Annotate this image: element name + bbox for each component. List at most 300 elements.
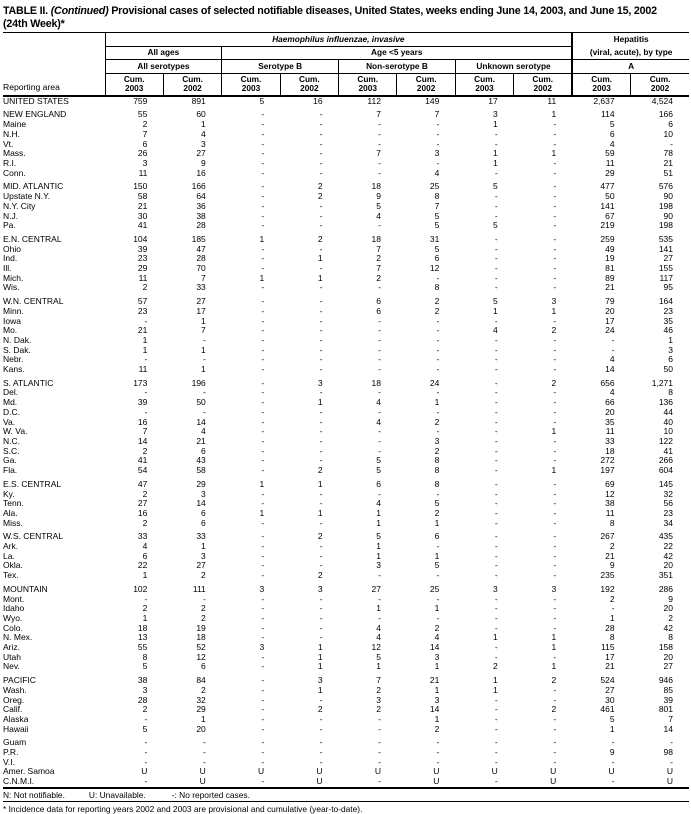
value-cell: - xyxy=(553,364,557,375)
value-cell: 31 xyxy=(429,233,440,244)
value-cell: 52 xyxy=(196,642,206,653)
reporting-area-cell: Wyo. xyxy=(3,612,23,623)
hepatitis-group-header: Hepatitis xyxy=(572,33,689,47)
value-cell: 5 xyxy=(493,181,498,192)
value-cell: - xyxy=(261,191,265,202)
value-cell: 5 xyxy=(434,560,440,571)
value-cell: 18 xyxy=(371,233,381,244)
value-cell: - xyxy=(494,507,498,518)
reporting-area-cell: Nebr. xyxy=(3,354,24,365)
cum-header-row xyxy=(3,73,689,95)
value-cell: - xyxy=(144,756,148,767)
value-cell: 4 xyxy=(376,416,381,427)
value-cell: - xyxy=(261,435,265,446)
reporting-area-cell: Kans. xyxy=(3,364,25,375)
value-cell: - xyxy=(553,191,557,202)
reporting-area-cell: Upstate N.Y. xyxy=(3,191,51,202)
value-cell: 18 xyxy=(371,181,381,192)
value-cell: - xyxy=(553,334,557,345)
value-cell: 27 xyxy=(371,583,381,594)
value-cell: - xyxy=(261,253,265,264)
value-cell: 32 xyxy=(196,694,206,705)
value-cell: - xyxy=(144,747,148,758)
value-cell: 5 xyxy=(376,531,381,542)
value-cell: 1 xyxy=(609,612,615,623)
table-row xyxy=(3,725,689,735)
value-cell: - xyxy=(144,406,148,417)
value-cell: 38 xyxy=(137,675,148,686)
value-cell: 38 xyxy=(196,210,206,221)
value-cell: 2 xyxy=(668,612,674,623)
value-cell: 9 xyxy=(609,560,615,571)
value-cell: - xyxy=(319,426,323,437)
value-cell: 435 xyxy=(658,531,674,542)
table-row xyxy=(3,283,689,293)
reporting-area-cell: Utah xyxy=(3,651,21,662)
value-cell: 2 xyxy=(317,570,323,581)
value-cell: - xyxy=(202,593,206,604)
value-cell: 5 xyxy=(493,220,498,231)
value-cell: - xyxy=(494,406,498,417)
table-row xyxy=(3,212,689,222)
value-cell: 1 xyxy=(493,158,498,168)
value-cell: 21 xyxy=(605,282,615,293)
value-cell: - xyxy=(261,675,265,686)
value-cell: - xyxy=(553,253,557,264)
value-cell: - xyxy=(553,498,557,509)
value-cell: - xyxy=(494,387,498,398)
value-cell: 58 xyxy=(196,465,206,476)
serotype-b-header: Serotype B xyxy=(222,60,339,74)
value-cell: 20 xyxy=(663,560,674,571)
reporting-area-cell: E.N. CENTRAL xyxy=(3,233,62,244)
value-cell: 286 xyxy=(658,583,674,594)
value-cell: 1 xyxy=(201,315,206,326)
value-cell: 98 xyxy=(663,747,674,758)
value-cell: 27 xyxy=(196,560,206,571)
value-cell: - xyxy=(611,334,615,345)
reporting-area-cell: S. ATLANTIC xyxy=(3,377,54,388)
value-cell: 4 xyxy=(201,128,206,139)
value-cell: - xyxy=(319,747,323,758)
table-row xyxy=(3,365,689,375)
value-cell: - xyxy=(494,517,498,528)
value-cell: U xyxy=(550,776,557,787)
value-cell: 7 xyxy=(376,109,381,120)
table-row xyxy=(3,355,689,365)
value-cell: - xyxy=(261,377,265,388)
value-cell: - xyxy=(494,445,498,456)
value-cell: 6 xyxy=(434,253,440,264)
legend-not-notifiable: N: Not notifiable. xyxy=(3,789,65,800)
value-cell: 81 xyxy=(605,263,615,274)
value-cell: - xyxy=(553,622,557,633)
value-cell: 21 xyxy=(663,158,674,168)
value-cell: - xyxy=(553,684,557,695)
value-cell: 1 xyxy=(317,684,323,695)
reporting-area-cell: Oreg. xyxy=(3,694,25,705)
reporting-area-cell: Guam xyxy=(3,737,27,748)
reporting-area-cell: MOUNTAIN xyxy=(3,583,48,594)
cum-header-cell: Cum. 2003 xyxy=(339,73,397,95)
value-cell: - xyxy=(494,334,498,345)
value-cell: 49 xyxy=(605,243,615,254)
value-cell: 5 xyxy=(434,210,440,221)
reporting-area-cell: Calif. xyxy=(3,704,23,715)
value-cell: - xyxy=(319,445,323,456)
value-cell: 5 xyxy=(434,220,440,231)
value-cell: - xyxy=(436,364,440,375)
value-cell: 3 xyxy=(551,296,557,307)
table-row xyxy=(3,307,689,317)
value-cell: 51 xyxy=(663,167,674,178)
value-cell: 2 xyxy=(142,282,148,293)
value-cell: 3 xyxy=(434,694,440,705)
value-cell: 4 xyxy=(376,632,381,643)
value-cell: - xyxy=(494,263,498,274)
value-cell: 14 xyxy=(196,498,206,509)
reporting-area-cell: V.I. xyxy=(3,756,15,767)
value-cell: - xyxy=(494,315,498,326)
value-cell: 67 xyxy=(605,210,615,221)
value-cell: 8 xyxy=(434,282,440,293)
value-cell: 6 xyxy=(434,531,440,542)
value-cell: - xyxy=(378,325,381,336)
value-cell: 2 xyxy=(434,445,440,456)
value-cell: - xyxy=(436,272,440,283)
value-cell: - xyxy=(261,560,265,571)
value-cell: - xyxy=(436,593,440,604)
value-cell: U xyxy=(199,766,206,777)
value-cell: 17 xyxy=(488,95,498,106)
reporting-area-cell: Mont. xyxy=(3,593,25,604)
value-cell: - xyxy=(436,737,440,748)
reporting-area-cell: N. Dak. xyxy=(3,334,32,345)
value-cell: 30 xyxy=(137,210,148,221)
value-cell: - xyxy=(670,756,674,767)
value-cell: - xyxy=(494,756,498,767)
value-cell: - xyxy=(261,612,265,623)
value-cell: - xyxy=(611,737,615,748)
reporting-area-cell: Nev. xyxy=(3,661,20,672)
value-cell: 461 xyxy=(600,704,615,715)
value-cell: 1 xyxy=(259,272,265,283)
value-cell: - xyxy=(202,387,206,398)
value-cell: 1 xyxy=(493,305,498,316)
value-cell: - xyxy=(261,354,265,365)
value-cell: 17 xyxy=(605,651,615,662)
value-cell: 27 xyxy=(605,684,615,695)
value-cell: 34 xyxy=(663,517,674,528)
value-cell: - xyxy=(553,541,557,552)
value-cell: 166 xyxy=(658,109,674,120)
value-cell: 8 xyxy=(142,651,148,662)
value-cell: 89 xyxy=(605,272,615,283)
value-cell: - xyxy=(319,488,323,499)
value-cell: - xyxy=(319,200,323,211)
value-cell: - xyxy=(553,181,557,192)
value-cell: - xyxy=(319,387,323,398)
reporting-area-cell: Pa. xyxy=(3,220,16,231)
value-cell: U xyxy=(550,766,557,777)
value-cell: 535 xyxy=(658,233,674,244)
value-cell: 16 xyxy=(313,95,323,106)
value-cell: 16 xyxy=(137,416,148,427)
value-cell: 149 xyxy=(425,95,440,106)
age-under5-header: Age <5 years xyxy=(222,46,572,60)
table-row xyxy=(3,705,689,715)
value-cell: 11 xyxy=(605,426,615,437)
value-cell: 2 xyxy=(609,541,615,552)
value-cell: 1 xyxy=(142,570,148,581)
value-cell: 3 xyxy=(259,642,265,653)
value-cell: 5 xyxy=(142,661,148,672)
value-cell: 27 xyxy=(196,296,206,307)
value-cell: - xyxy=(261,713,265,724)
table-row xyxy=(3,633,689,643)
value-cell: - xyxy=(553,210,557,221)
value-cell: - xyxy=(261,334,265,345)
reporting-area-cell: Ill. xyxy=(3,263,12,274)
reporting-area-cell: D.C. xyxy=(3,406,20,417)
value-cell: 2 xyxy=(609,593,615,604)
title-line-2: (24th Week)* xyxy=(3,17,65,30)
value-cell: 3 xyxy=(259,583,265,594)
value-cell: 266 xyxy=(658,455,674,466)
value-cell: - xyxy=(378,426,381,437)
value-cell: - xyxy=(494,233,498,244)
value-cell: - xyxy=(553,517,557,528)
reporting-area-cell: Mass. xyxy=(3,148,26,159)
table-row xyxy=(3,293,689,307)
value-cell: - xyxy=(436,747,440,758)
value-cell: - xyxy=(319,167,323,178)
value-cell: 2 xyxy=(317,465,323,476)
value-cell: - xyxy=(494,747,498,758)
value-cell: - xyxy=(436,354,440,365)
value-cell: - xyxy=(319,220,323,231)
non-serotype-b-header: Non-serotype B xyxy=(339,60,456,74)
value-cell: 69 xyxy=(605,478,615,489)
value-cell: 1 xyxy=(493,684,498,695)
value-cell: 3 xyxy=(668,344,674,355)
value-cell: - xyxy=(261,756,265,767)
value-cell: 10 xyxy=(663,128,674,139)
value-cell: 21 xyxy=(137,325,148,336)
value-cell: 524 xyxy=(600,675,615,686)
value-cell: - xyxy=(378,315,381,326)
table-row xyxy=(3,456,689,466)
value-cell: - xyxy=(670,138,674,149)
value-cell: - xyxy=(319,435,323,446)
value-cell: 272 xyxy=(600,455,615,466)
value-cell: 16 xyxy=(137,507,148,518)
value-cell: 1 xyxy=(376,517,381,528)
value-cell: 1 xyxy=(142,334,148,345)
table-row xyxy=(3,326,689,336)
value-cell: - xyxy=(319,416,323,427)
value-cell: - xyxy=(553,560,557,571)
value-cell: - xyxy=(436,315,440,326)
value-cell: 6 xyxy=(142,138,148,149)
table-row xyxy=(3,604,689,614)
value-cell: - xyxy=(436,426,440,437)
value-cell: 2 xyxy=(317,531,323,542)
table-row xyxy=(3,221,689,231)
value-cell: - xyxy=(436,325,440,336)
value-cell: 29 xyxy=(137,263,148,274)
value-cell: 5 xyxy=(609,119,615,130)
table-row xyxy=(3,734,689,748)
value-cell: 12 xyxy=(371,642,381,653)
table-title xyxy=(3,5,689,30)
value-cell: 11 xyxy=(605,507,615,518)
reporting-area-cell: Ga. xyxy=(3,455,17,466)
value-cell: 1 xyxy=(551,642,557,653)
value-cell: - xyxy=(553,507,557,518)
value-cell: - xyxy=(261,305,265,316)
table-row xyxy=(3,169,689,179)
value-cell: - xyxy=(261,325,265,336)
value-cell: - xyxy=(378,756,381,767)
value-cell: U xyxy=(316,766,323,777)
value-cell: - xyxy=(261,776,265,787)
table-row xyxy=(3,437,689,447)
value-cell: - xyxy=(319,243,323,254)
value-cell: - xyxy=(553,200,557,211)
value-cell: - xyxy=(494,651,498,662)
value-cell: 1 xyxy=(201,364,206,375)
value-cell: 22 xyxy=(663,541,674,552)
all-ages-header: All ages xyxy=(105,46,222,60)
value-cell: - xyxy=(553,344,557,355)
value-cell: - xyxy=(319,632,323,643)
value-cell: 78 xyxy=(663,148,674,159)
value-cell: 5 xyxy=(609,713,615,724)
value-cell: - xyxy=(494,478,498,489)
value-cell: U xyxy=(666,776,674,787)
value-cell: - xyxy=(202,406,206,417)
value-cell: - xyxy=(261,416,265,427)
value-cell: 1 xyxy=(434,661,440,672)
value-cell: - xyxy=(261,128,265,139)
value-cell: - xyxy=(261,632,265,643)
value-cell: - xyxy=(436,570,440,581)
value-cell: 3 xyxy=(493,109,498,120)
value-cell: 11 xyxy=(138,167,148,178)
table-row xyxy=(3,202,689,212)
value-cell: 891 xyxy=(191,95,206,106)
value-cell: 70 xyxy=(196,263,206,274)
value-cell: - xyxy=(494,498,498,509)
value-cell: - xyxy=(261,651,265,662)
value-cell: - xyxy=(144,776,148,787)
value-cell: - xyxy=(319,109,323,120)
table-row xyxy=(3,427,689,437)
value-cell: - xyxy=(378,737,381,748)
table-row xyxy=(3,130,689,140)
value-cell: 4 xyxy=(201,426,206,437)
value-cell: - xyxy=(261,296,265,307)
value-cell: - xyxy=(611,344,615,355)
value-cell: 2 xyxy=(142,704,148,715)
value-cell: 41 xyxy=(663,445,674,456)
value-cell: 576 xyxy=(658,181,674,192)
reporting-area-cell: Ohio xyxy=(3,243,21,254)
value-cell: 192 xyxy=(600,583,615,594)
value-cell: 1 xyxy=(668,334,674,345)
value-cell: 1 xyxy=(609,723,615,734)
table-row xyxy=(3,542,689,552)
value-cell: - xyxy=(436,334,440,345)
reporting-area-cell: Ind. xyxy=(3,253,18,264)
value-cell: 3 xyxy=(201,550,206,561)
value-cell: 21 xyxy=(605,661,615,672)
cum-header-cell: Cum. 2002 xyxy=(397,73,455,95)
value-cell: 21 xyxy=(605,550,615,561)
value-cell: - xyxy=(319,723,323,734)
table-row xyxy=(3,624,689,634)
value-cell: - xyxy=(378,387,381,398)
value-cell: 28 xyxy=(137,694,148,705)
value-cell: 42 xyxy=(663,622,674,633)
value-cell: 1 xyxy=(259,507,265,518)
value-cell: 1 xyxy=(434,517,440,528)
value-cell: - xyxy=(553,612,557,623)
value-cell: 2 xyxy=(551,675,557,686)
value-cell: 5 xyxy=(434,243,440,254)
value-cell: - xyxy=(494,570,498,581)
reporting-area-cell: Hawaii xyxy=(3,723,29,734)
value-cell: 2,637 xyxy=(593,95,615,106)
value-cell: - xyxy=(436,128,440,139)
value-cell: U xyxy=(199,776,206,787)
table-row xyxy=(3,245,689,255)
value-cell: - xyxy=(494,426,498,437)
value-cell: - xyxy=(261,704,265,715)
value-cell: 33 xyxy=(137,531,148,542)
table-row xyxy=(3,499,689,509)
value-cell: 1 xyxy=(551,661,557,672)
table-row xyxy=(3,715,689,725)
value-cell: 1 xyxy=(259,478,265,489)
value-cell: 173 xyxy=(133,377,148,388)
value-cell: - xyxy=(378,138,381,149)
value-cell: 3 xyxy=(142,684,148,695)
value-cell: - xyxy=(261,406,265,417)
reporting-area-cell: N.H. xyxy=(3,128,20,139)
value-cell: 8 xyxy=(434,191,440,202)
value-cell: - xyxy=(494,737,498,748)
value-cell: 7 xyxy=(434,109,440,120)
value-cell: - xyxy=(378,406,381,417)
value-cell: - xyxy=(378,723,381,734)
value-cell: - xyxy=(261,517,265,528)
reporting-area-cell: Ark. xyxy=(3,541,19,552)
value-cell: - xyxy=(494,354,498,365)
value-cell: 27 xyxy=(137,498,148,509)
reporting-area-cell: Md. xyxy=(3,397,18,408)
reporting-area-cell: W.S. CENTRAL xyxy=(3,531,63,542)
value-cell: 477 xyxy=(600,181,615,192)
value-cell: 20 xyxy=(663,603,674,614)
value-cell: 1 xyxy=(317,253,323,264)
value-cell: - xyxy=(553,723,557,734)
value-cell: - xyxy=(494,560,498,571)
table-row xyxy=(3,106,689,120)
value-cell: - xyxy=(494,541,498,552)
table-row xyxy=(3,375,689,389)
